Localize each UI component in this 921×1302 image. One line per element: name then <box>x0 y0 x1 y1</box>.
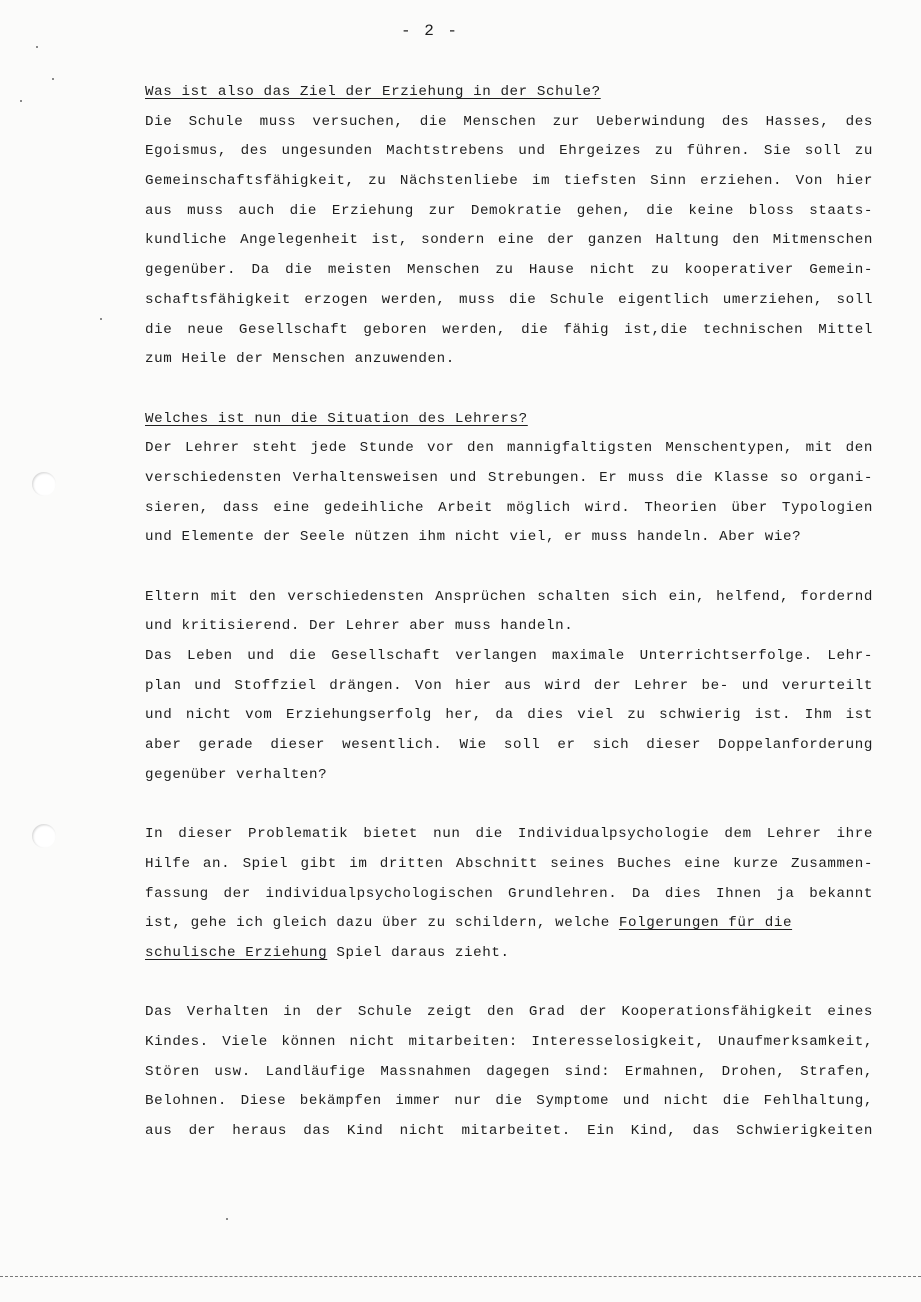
punch-hole-bottom <box>32 824 56 848</box>
document-body <box>145 78 873 1147</box>
paragraph-line: Hilfe an. Spiel gibt im dritten Abschnitt seines Buches eine kurze Zusammen- <box>145 855 873 872</box>
paragraph-line: die neue Gesellschaft geboren werden, die fähig ist,die technischen Mittel <box>145 321 873 338</box>
paper-speck <box>226 1218 228 1220</box>
paragraph-line: und Elemente der Seele nützen ihm nicht viel, er muss handeln. Aber wie? <box>145 529 802 546</box>
paragraph-line: Der Lehrer steht jede Stunde vor den mannigfaltigsten Menschentypen, mit den <box>145 440 873 457</box>
paragraph-line: plan und Stoffziel drängen. Von hier aus wird der Lehrer be- und verurteilt <box>145 677 873 694</box>
paragraph-line: Egoismus, des ungesunden Machtstrebens und Ehrgeizes zu führen. Sie soll zu <box>145 143 873 160</box>
paragraph-line: und kritisierend. Der Lehrer aber muss handeln. <box>145 618 574 635</box>
paragraph-line <box>145 939 873 969</box>
paragraph-line: verschiedensten Verhaltensweisen und Strebungen. Er muss die Klasse so organi- <box>145 469 873 486</box>
paragraph-line: aus der heraus das Kind nicht mitarbeitet. Ein Kind, das Schwierigkeiten <box>145 1123 873 1140</box>
paragraph-gap <box>145 969 873 999</box>
paper-speck <box>52 78 54 80</box>
underlined-phrase: schulische Erziehung <box>145 944 328 961</box>
underlined-phrase: Folgerungen für die <box>618 915 793 932</box>
paragraph-line: Die Schule muss versuchen, die Menschen zur Ueberwindung des Hasses, des <box>145 113 873 130</box>
section-heading: Welches ist nun die Situation des Lehrers? <box>145 410 528 427</box>
paragraph-line: schaftsfähigkeit erzogen werden, muss die Schule eigentlich umerziehen, soll <box>145 291 873 308</box>
paragraph-line: fassung der individualpsychologischen Grundlehren. Da dies Ihnen ja bekannt <box>145 885 873 902</box>
paragraph-gap <box>145 791 873 821</box>
paragraph-line: Kindes. Viele können nicht mitarbeiten: Interesselosigkeit, Unaufmerksamkeit, <box>145 1034 873 1050</box>
punch-hole-top <box>32 472 56 496</box>
paragraph-line: zum Heile der Menschen anzuwenden. <box>145 351 455 368</box>
paragraph-line: aber gerade dieser wesentlich. Wie soll er sich dieser Doppelanforderung <box>145 737 873 754</box>
paper-speck <box>36 46 38 48</box>
paragraph-text: ist, gehe ich gleich dazu über zu schildern, welche <box>145 915 619 932</box>
bottom-rule <box>0 1276 921 1277</box>
paragraph-gap <box>145 375 873 405</box>
paragraph-text: Spiel daraus zieht. <box>327 944 510 961</box>
paragraph-line: Das Leben und die Gesellschaft verlangen maximale Unterrichtserfolge. Lehr- <box>145 648 873 665</box>
paper-speck <box>20 100 22 102</box>
page-number: - 2 - <box>400 22 459 40</box>
paragraph-line: aus muss auch die Erziehung zur Demokratie gehen, die keine bloss staats- <box>145 202 873 219</box>
paragraph-line: kundliche Angelegenheit ist, sondern eine der ganzen Haltung den Mitmenschen <box>145 232 873 249</box>
paragraph-line <box>145 909 873 939</box>
paragraph-line: Belohnen. Diese bekämpfen immer nur die Symptome und nicht die Fehlhaltung, <box>145 1093 873 1110</box>
paragraph-line: Eltern mit den verschiedensten Ansprüchen schalten sich ein, helfend, fordernd <box>145 588 873 605</box>
section-heading: Was ist also das Ziel der Erziehung in der Schule? <box>145 84 601 100</box>
paragraph-line: In dieser Problematik bietet nun die Individualpsychologie dem Lehrer ihre <box>145 826 873 843</box>
paragraph-line: gegenüber. Da die meisten Menschen zu Hause nicht zu kooperativer Gemein- <box>145 262 873 279</box>
paragraph-line: gegenüber verhalten? <box>145 766 328 783</box>
paragraph-line: sieren, dass eine gedeihliche Arbeit möglich wird. Theorien über Typologien <box>145 499 873 516</box>
paragraph-line: Stören usw. Landläufige Massnahmen dagegen sind: Ermahnen, Drohen, Strafen, <box>145 1063 873 1080</box>
paper-speck <box>100 318 102 320</box>
paragraph-line: Gemeinschaftsfähigkeit, zu Nächstenliebe im tiefsten Sinn erziehen. Von hier <box>145 173 873 190</box>
paragraph-line: und nicht vom Erziehungserfolg her, da dies viel zu schwierig ist. Ihm ist <box>145 707 873 724</box>
paragraph-line: Das Verhalten in der Schule zeigt den Grad der Kooperationsfähigkeit eines <box>145 1004 873 1021</box>
paragraph-gap <box>145 553 873 583</box>
